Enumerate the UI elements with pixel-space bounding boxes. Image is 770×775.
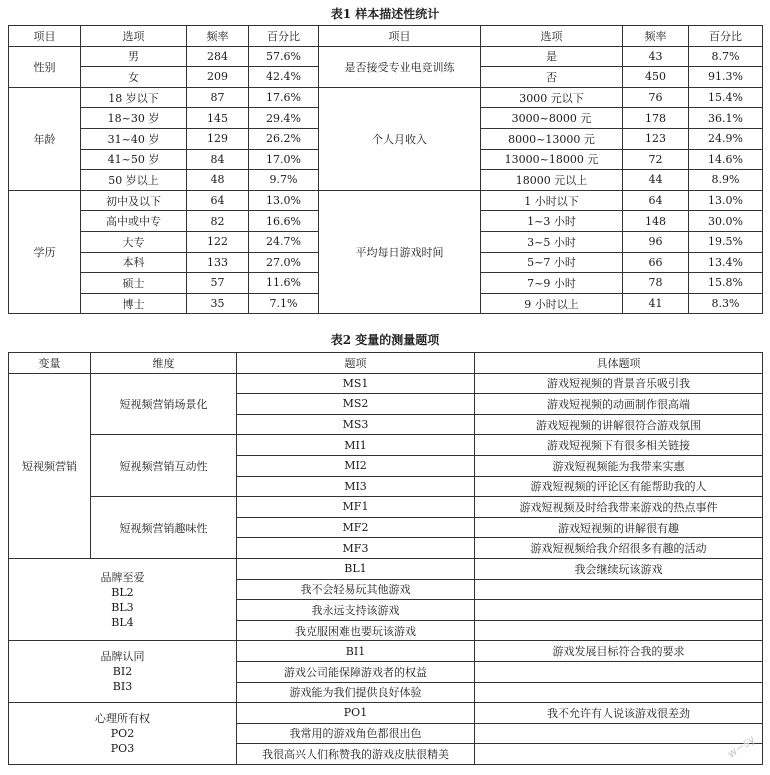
frequency-cell: 76 — [623, 87, 689, 108]
option-cell: 高中或中专 — [81, 211, 187, 232]
percent-cell: 13.4% — [689, 252, 763, 273]
table1-title: 表1 样本描述性统计 — [330, 7, 440, 21]
item-text-cell: 游戏短视频下有很多相关链接 — [475, 435, 763, 456]
item-text-cell — [475, 744, 763, 765]
frequency-cell: 48 — [187, 170, 249, 191]
percent-cell: 8.3% — [689, 293, 763, 314]
item-text-cell: 我会继续玩该游戏 — [475, 558, 763, 579]
percent-cell: 16.6% — [249, 211, 319, 232]
block-label-line: BI2 — [112, 665, 133, 679]
frequency-cell: 96 — [623, 231, 689, 252]
item-code-cell: 游戏能为我们提供良好体验 — [237, 682, 475, 703]
percent-cell: 42.4% — [249, 67, 319, 88]
table-row — [9, 435, 763, 456]
percent-cell: 8.9% — [689, 170, 763, 191]
option-cell: 女 — [81, 67, 187, 88]
table2-title: 表2 变量的测量题项 — [330, 333, 440, 347]
option-cell: 硕士 — [81, 273, 187, 294]
option-cell: 本科 — [81, 252, 187, 273]
option-cell: 初中及以下 — [81, 190, 187, 211]
block-label-line: PO3 — [110, 741, 135, 755]
option-cell: 3~5 小时 — [481, 231, 623, 252]
item-code-cell: 我不会轻易玩其他游戏 — [237, 579, 475, 600]
item-text-cell: 游戏短视频的讲解很有趣 — [475, 517, 763, 538]
percent-cell: 57.6% — [249, 46, 319, 67]
header-cell: 题项 — [237, 353, 475, 374]
table-row — [9, 703, 763, 724]
group-label: 学历 — [9, 190, 81, 314]
block-label-line: BL3 — [111, 600, 134, 614]
frequency-cell: 64 — [187, 190, 249, 211]
group-label: 性别 — [9, 46, 81, 87]
percent-cell: 19.5% — [689, 231, 763, 252]
percent-cell: 30.0% — [689, 211, 763, 232]
item-text-cell: 游戏发展目标符合我的要求 — [475, 641, 763, 662]
item-code-cell: 我常用的游戏角色都很出色 — [237, 723, 475, 744]
option-cell: 博士 — [81, 293, 187, 314]
option-cell: 大专 — [81, 231, 187, 252]
item-text-cell: 游戏短视频能为我带来实惠 — [475, 455, 763, 476]
dimension-cell: 短视频营销场景化 — [91, 373, 237, 435]
percent-cell: 36.1% — [689, 108, 763, 129]
frequency-cell: 87 — [187, 87, 249, 108]
block-label-line: BI3 — [112, 680, 133, 694]
frequency-cell: 145 — [187, 108, 249, 129]
item-text-cell — [475, 682, 763, 703]
item-code-cell: 我克服困难也要玩该游戏 — [237, 620, 475, 641]
item-text-cell: 游戏短视频的评论区有能帮助我的人 — [475, 476, 763, 497]
frequency-cell: 122 — [187, 231, 249, 252]
percent-cell: 13.0% — [249, 190, 319, 211]
block-label-line: PO2 — [110, 726, 135, 740]
table1-header-row — [9, 26, 763, 47]
variable-cell: 短视频营销 — [9, 373, 91, 558]
frequency-cell: 84 — [187, 149, 249, 170]
item-text-cell — [475, 579, 763, 600]
percent-cell: 17.0% — [249, 149, 319, 170]
block-label-line: 品牌至爱 — [100, 570, 145, 584]
option-cell: 3000~8000 元 — [481, 108, 623, 129]
block-label-line: BL4 — [111, 615, 134, 629]
item-text-cell — [475, 620, 763, 641]
block-label-cell — [9, 558, 237, 640]
percent-cell: 13.0% — [689, 190, 763, 211]
header-cell: 选项 — [81, 26, 187, 47]
table2-header-row — [9, 353, 763, 374]
percent-cell: 9.7% — [249, 170, 319, 191]
item-text-cell: 游戏短视频给我介绍很多有趣的活动 — [475, 538, 763, 559]
percent-cell: 14.6% — [689, 149, 763, 170]
frequency-cell: 133 — [187, 252, 249, 273]
percent-cell: 29.4% — [249, 108, 319, 129]
item-code-cell: 我很高兴人们称赞我的游戏皮肤很精美 — [237, 744, 475, 765]
block-label-line: 品牌认同 — [100, 650, 145, 664]
item-code-cell: MI3 — [237, 476, 475, 497]
item-code-cell: BL1 — [237, 558, 475, 579]
item-text-cell: 我不允许有人说该游戏很差劲 — [475, 703, 763, 724]
frequency-cell: 72 — [623, 149, 689, 170]
dimension-cell: 短视频营销趣味性 — [91, 497, 237, 559]
option-cell: 18 岁以下 — [81, 87, 187, 108]
frequency-cell: 129 — [187, 128, 249, 149]
header-cell: 维度 — [91, 353, 237, 374]
header-cell: 具体题项 — [475, 353, 763, 374]
percent-cell: 15.8% — [689, 273, 763, 294]
header-cell: 变量 — [9, 353, 91, 374]
item-text-cell — [475, 723, 763, 744]
item-code-cell: 游戏公司能保障游戏者的权益 — [237, 661, 475, 682]
percent-cell: 15.4% — [689, 87, 763, 108]
item-text-cell — [475, 661, 763, 682]
table-row — [9, 190, 763, 211]
header-cell: 百分比 — [689, 26, 763, 47]
frequency-cell: 43 — [623, 46, 689, 67]
percent-cell: 8.7% — [689, 46, 763, 67]
option-cell: 7~9 小时 — [481, 273, 623, 294]
option-cell: 31~40 岁 — [81, 128, 187, 149]
frequency-cell: 41 — [623, 293, 689, 314]
frequency-cell: 82 — [187, 211, 249, 232]
option-cell: 男 — [81, 46, 187, 67]
frequency-cell: 450 — [623, 67, 689, 88]
item-code-cell: MI2 — [237, 455, 475, 476]
item-code-cell: MF2 — [237, 517, 475, 538]
frequency-cell: 35 — [187, 293, 249, 314]
table-row — [9, 641, 763, 662]
percent-cell: 24.7% — [249, 231, 319, 252]
option-cell: 13000~18000 元 — [481, 149, 623, 170]
block-label-cell — [9, 703, 237, 765]
percent-cell: 26.2% — [249, 128, 319, 149]
option-cell: 5~7 小时 — [481, 252, 623, 273]
percent-cell: 11.6% — [249, 273, 319, 294]
percent-cell: 91.3% — [689, 67, 763, 88]
percent-cell: 17.6% — [249, 87, 319, 108]
header-cell: 百分比 — [249, 26, 319, 47]
frequency-cell: 284 — [187, 46, 249, 67]
block-label-cell — [9, 641, 237, 703]
item-text-cell: 游戏短视频及时给我带来游戏的热点事件 — [475, 497, 763, 518]
table-row — [9, 497, 763, 518]
block-label-line: 心理所有权 — [95, 711, 150, 725]
item-text-cell: 游戏短视频的背景音乐吸引我 — [475, 373, 763, 394]
group-label: 平均每日游戏时间 — [319, 190, 481, 314]
dimension-cell: 短视频营销互动性 — [91, 435, 237, 497]
watermark: w~sy — [724, 732, 757, 761]
option-cell: 1~3 小时 — [481, 211, 623, 232]
item-text-cell — [475, 600, 763, 621]
block-label-line: BL2 — [111, 585, 134, 599]
item-code-cell: MS2 — [237, 394, 475, 415]
frequency-cell: 66 — [623, 252, 689, 273]
header-cell: 选项 — [481, 26, 623, 47]
percent-cell: 27.0% — [249, 252, 319, 273]
frequency-cell: 44 — [623, 170, 689, 191]
item-code-cell: MI1 — [237, 435, 475, 456]
option-cell: 否 — [481, 67, 623, 88]
frequency-cell: 123 — [623, 128, 689, 149]
option-cell: 18~30 岁 — [81, 108, 187, 129]
header-cell: 项目 — [9, 26, 81, 47]
option-cell: 是 — [481, 46, 623, 67]
option-cell: 3000 元以下 — [481, 87, 623, 108]
table-row — [9, 373, 763, 394]
header-cell: 频率 — [187, 26, 249, 47]
table-row — [9, 558, 763, 579]
option-cell: 8000~13000 元 — [481, 128, 623, 149]
frequency-cell: 148 — [623, 211, 689, 232]
item-code-cell: MF3 — [237, 538, 475, 559]
option-cell: 41~50 岁 — [81, 149, 187, 170]
frequency-cell: 209 — [187, 67, 249, 88]
item-text-cell: 游戏短视频的讲解很符合游戏氛围 — [475, 414, 763, 435]
percent-cell: 7.1% — [249, 293, 319, 314]
option-cell: 1 小时以下 — [481, 190, 623, 211]
sample-descriptive-statistics-table — [8, 25, 763, 314]
group-label: 个人月收入 — [319, 87, 481, 190]
variable-measurement-items-table — [8, 352, 763, 765]
percent-cell: 24.9% — [689, 128, 763, 149]
option-cell: 18000 元以上 — [481, 170, 623, 191]
item-code-cell: MS3 — [237, 414, 475, 435]
frequency-cell: 178 — [623, 108, 689, 129]
item-code-cell: MF1 — [237, 497, 475, 518]
item-code-cell: PO1 — [237, 703, 475, 724]
header-cell: 频率 — [623, 26, 689, 47]
frequency-cell: 64 — [623, 190, 689, 211]
item-code-cell: BI1 — [237, 641, 475, 662]
frequency-cell: 78 — [623, 273, 689, 294]
group-label: 年龄 — [9, 87, 81, 190]
frequency-cell: 57 — [187, 273, 249, 294]
header-cell: 项目 — [319, 26, 481, 47]
table-row — [9, 46, 763, 67]
table-row — [9, 87, 763, 108]
item-text-cell: 游戏短视频的动画制作很高端 — [475, 394, 763, 415]
option-cell: 50 岁以上 — [81, 170, 187, 191]
item-code-cell: MS1 — [237, 373, 475, 394]
item-code-cell: 我永远支持该游戏 — [237, 600, 475, 621]
group-label: 是否接受专业电竞训练 — [319, 46, 481, 87]
option-cell: 9 小时以上 — [481, 293, 623, 314]
